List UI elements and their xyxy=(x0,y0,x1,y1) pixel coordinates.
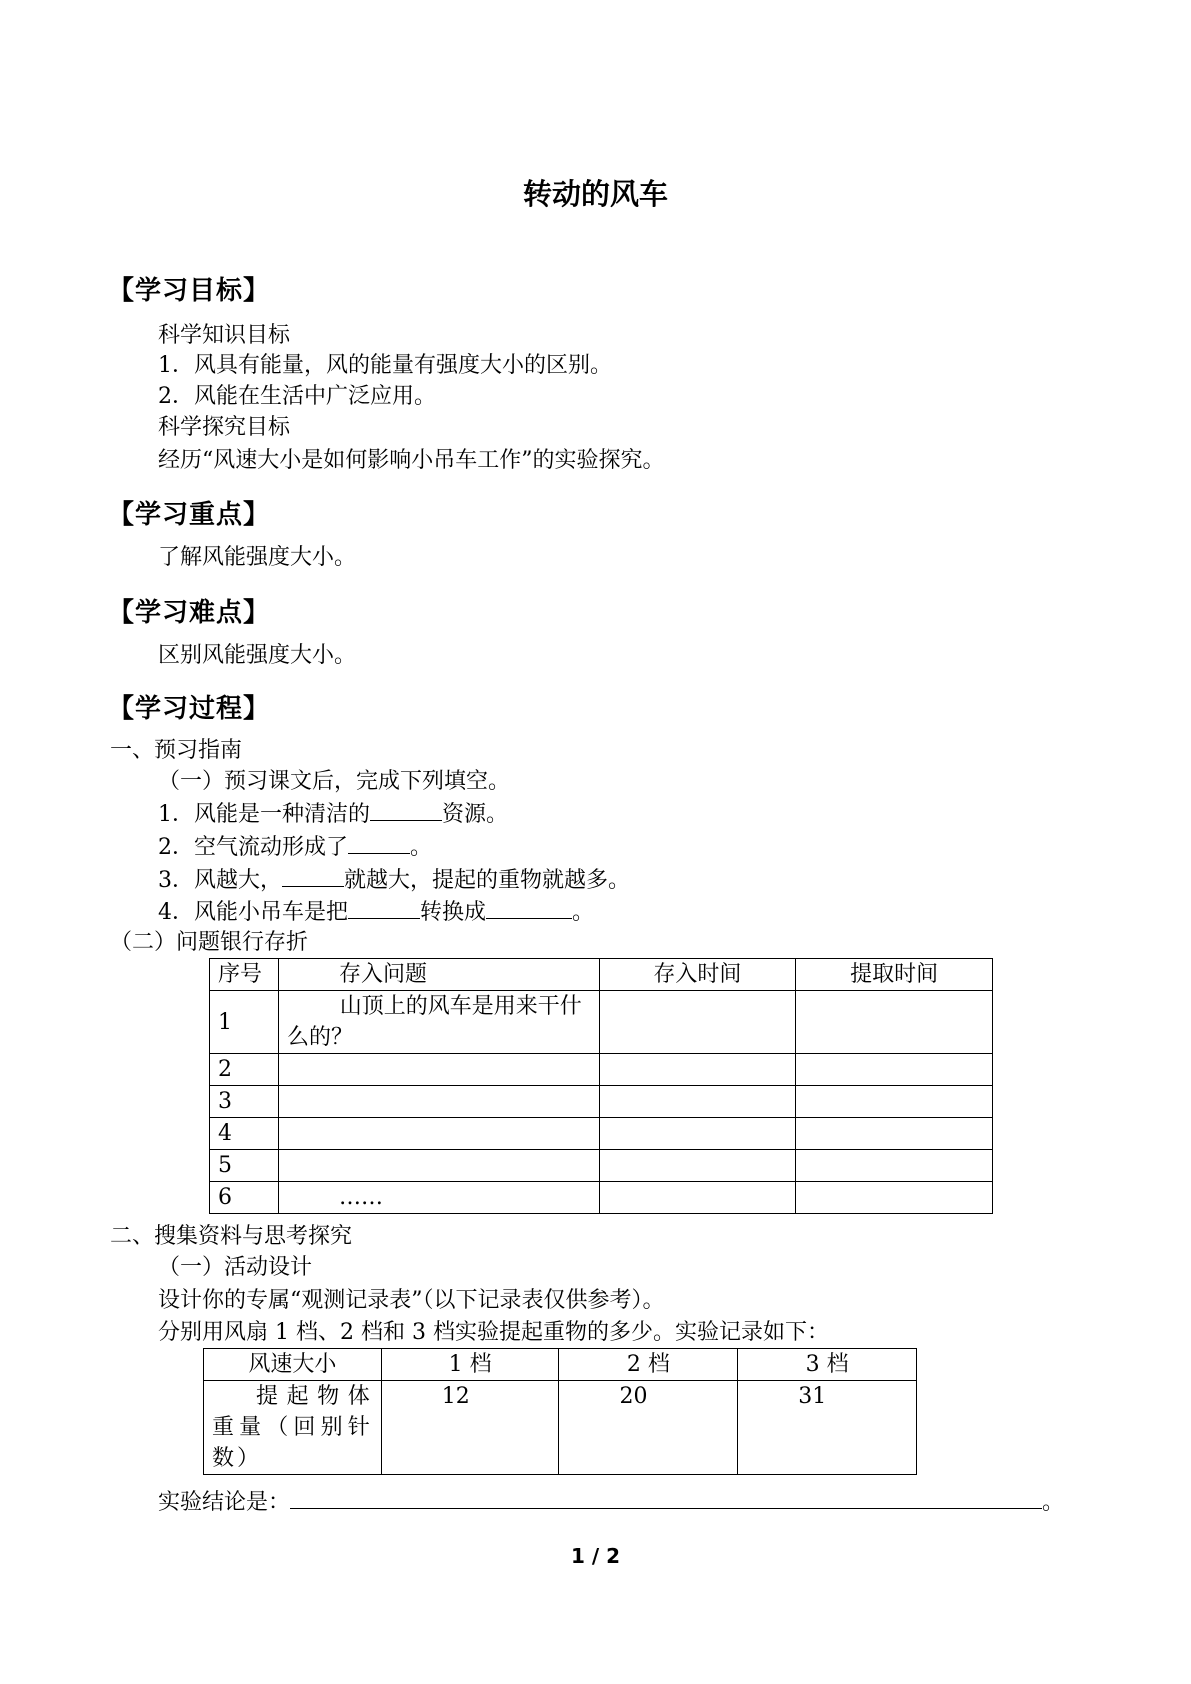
table-cell: 山顶上的风车是用来干什么的？ xyxy=(278,991,599,1054)
header-cell: 存入问题 xyxy=(278,959,599,991)
table-cell[interactable] xyxy=(599,1182,796,1214)
research-title: 二、搜集资料与思考探究 xyxy=(110,1224,353,1249)
fill-blank[interactable] xyxy=(486,896,572,919)
table-cell[interactable] xyxy=(599,991,796,1054)
table-row xyxy=(210,1150,993,1182)
table-cell[interactable] xyxy=(796,1182,993,1214)
table-cell[interactable] xyxy=(796,1118,993,1150)
table-cell[interactable] xyxy=(278,1150,599,1182)
header-cell: 存入时间 xyxy=(599,959,796,991)
fill-question-1: 1．风能是一种清洁的 资源。 xyxy=(158,798,508,830)
table-cell[interactable] xyxy=(599,1054,796,1086)
header-cell: 序号 xyxy=(210,959,279,991)
table-cell: 12 xyxy=(381,1381,559,1475)
fill-question-4: 4．风能小吊车是把 转换成 。 xyxy=(158,896,594,928)
table-cell[interactable] xyxy=(278,1118,599,1150)
heading-key-points: 【学习重点】 xyxy=(108,500,271,530)
page-number: 1 / 2 xyxy=(570,1544,621,1568)
table-cell[interactable] xyxy=(796,1150,993,1182)
fill-blank[interactable] xyxy=(348,831,410,854)
table-header-row xyxy=(210,959,993,991)
header-cell: 2 档 xyxy=(559,1349,738,1381)
table-cell: 20 xyxy=(559,1381,738,1475)
conclusion-blank[interactable] xyxy=(290,1486,1042,1509)
table-row xyxy=(210,1054,993,1086)
table-cell[interactable] xyxy=(599,1118,796,1150)
fill-blank[interactable] xyxy=(370,798,442,821)
table-cell[interactable] xyxy=(796,1086,993,1118)
table-cell: 4 xyxy=(210,1118,279,1150)
preview-sub2: （二）问题银行存折 xyxy=(110,930,309,955)
preview-sub1: （一）预习课文后，完成下列填空。 xyxy=(158,769,511,794)
key-points-text: 了解风能强度大小。 xyxy=(158,545,357,570)
table-cell: 31 xyxy=(738,1381,917,1475)
table-row xyxy=(210,1086,993,1118)
fill-question-3: 3．风越大， 就越大，提起的重物就越多。 xyxy=(158,864,630,896)
header-cell: 风速大小 xyxy=(204,1349,382,1381)
header-cell: 提取时间 xyxy=(796,959,993,991)
heading-objectives: 【学习目标】 xyxy=(108,276,271,306)
table-cell[interactable] xyxy=(278,1054,599,1086)
inquiry-item-1: 经历“风速大小是如何影响小吊车工作”的实验探究。 xyxy=(158,448,665,473)
conclusion-line: 实验结论是： 。 xyxy=(158,1486,1064,1518)
research-sub1: （一）活动设计 xyxy=(158,1255,313,1280)
heading-difficulties: 【学习难点】 xyxy=(108,598,271,628)
research-line-1: 设计你的专属“观测记录表”（以下记录表仅供参考）。 xyxy=(158,1288,665,1313)
table-cell: 1 xyxy=(210,991,279,1054)
header-cell: 1 档 xyxy=(381,1349,559,1381)
table-cell[interactable] xyxy=(796,1054,993,1086)
table-cell: 3 xyxy=(210,1086,279,1118)
table-cell[interactable] xyxy=(796,991,993,1054)
question-bank-table xyxy=(209,958,993,1214)
research-line-2: 分别用风扇 1 档、2 档和 3 档实验提起重物的多少。实验记录如下： xyxy=(158,1320,829,1345)
table-cell: 5 xyxy=(210,1150,279,1182)
knowledge-item-1: 1．风具有能量，风的能量有强度大小的区别。 xyxy=(158,353,612,378)
knowledge-item-2: 2．风能在生活中广泛应用。 xyxy=(158,384,436,409)
fill-blank[interactable] xyxy=(282,864,344,887)
page-title: 转动的风车 xyxy=(522,177,668,211)
table-row xyxy=(204,1381,917,1475)
table-cell: 2 xyxy=(210,1054,279,1086)
fill-question-2: 2．空气流动形成了 。 xyxy=(158,831,432,863)
table-cell: 6 xyxy=(210,1182,279,1214)
table-cell[interactable] xyxy=(278,1086,599,1118)
knowledge-label: 科学知识目标 xyxy=(158,323,291,348)
table-row xyxy=(210,991,993,1054)
table-cell[interactable] xyxy=(599,1086,796,1118)
table-header-row xyxy=(204,1349,917,1381)
difficulties-text: 区别风能强度大小。 xyxy=(158,643,357,668)
table-cell[interactable] xyxy=(599,1150,796,1182)
experiment-record-table xyxy=(203,1348,917,1475)
table-cell: 提起物体重量（回别针数） xyxy=(204,1381,382,1475)
inquiry-label: 科学探究目标 xyxy=(158,415,291,440)
table-row xyxy=(210,1182,993,1214)
preview-title: 一、预习指南 xyxy=(110,738,243,763)
heading-process: 【学习过程】 xyxy=(108,694,271,724)
table-row xyxy=(210,1118,993,1150)
table-cell: …… xyxy=(278,1182,599,1214)
header-cell: 3 档 xyxy=(738,1349,917,1381)
fill-blank[interactable] xyxy=(348,896,420,919)
